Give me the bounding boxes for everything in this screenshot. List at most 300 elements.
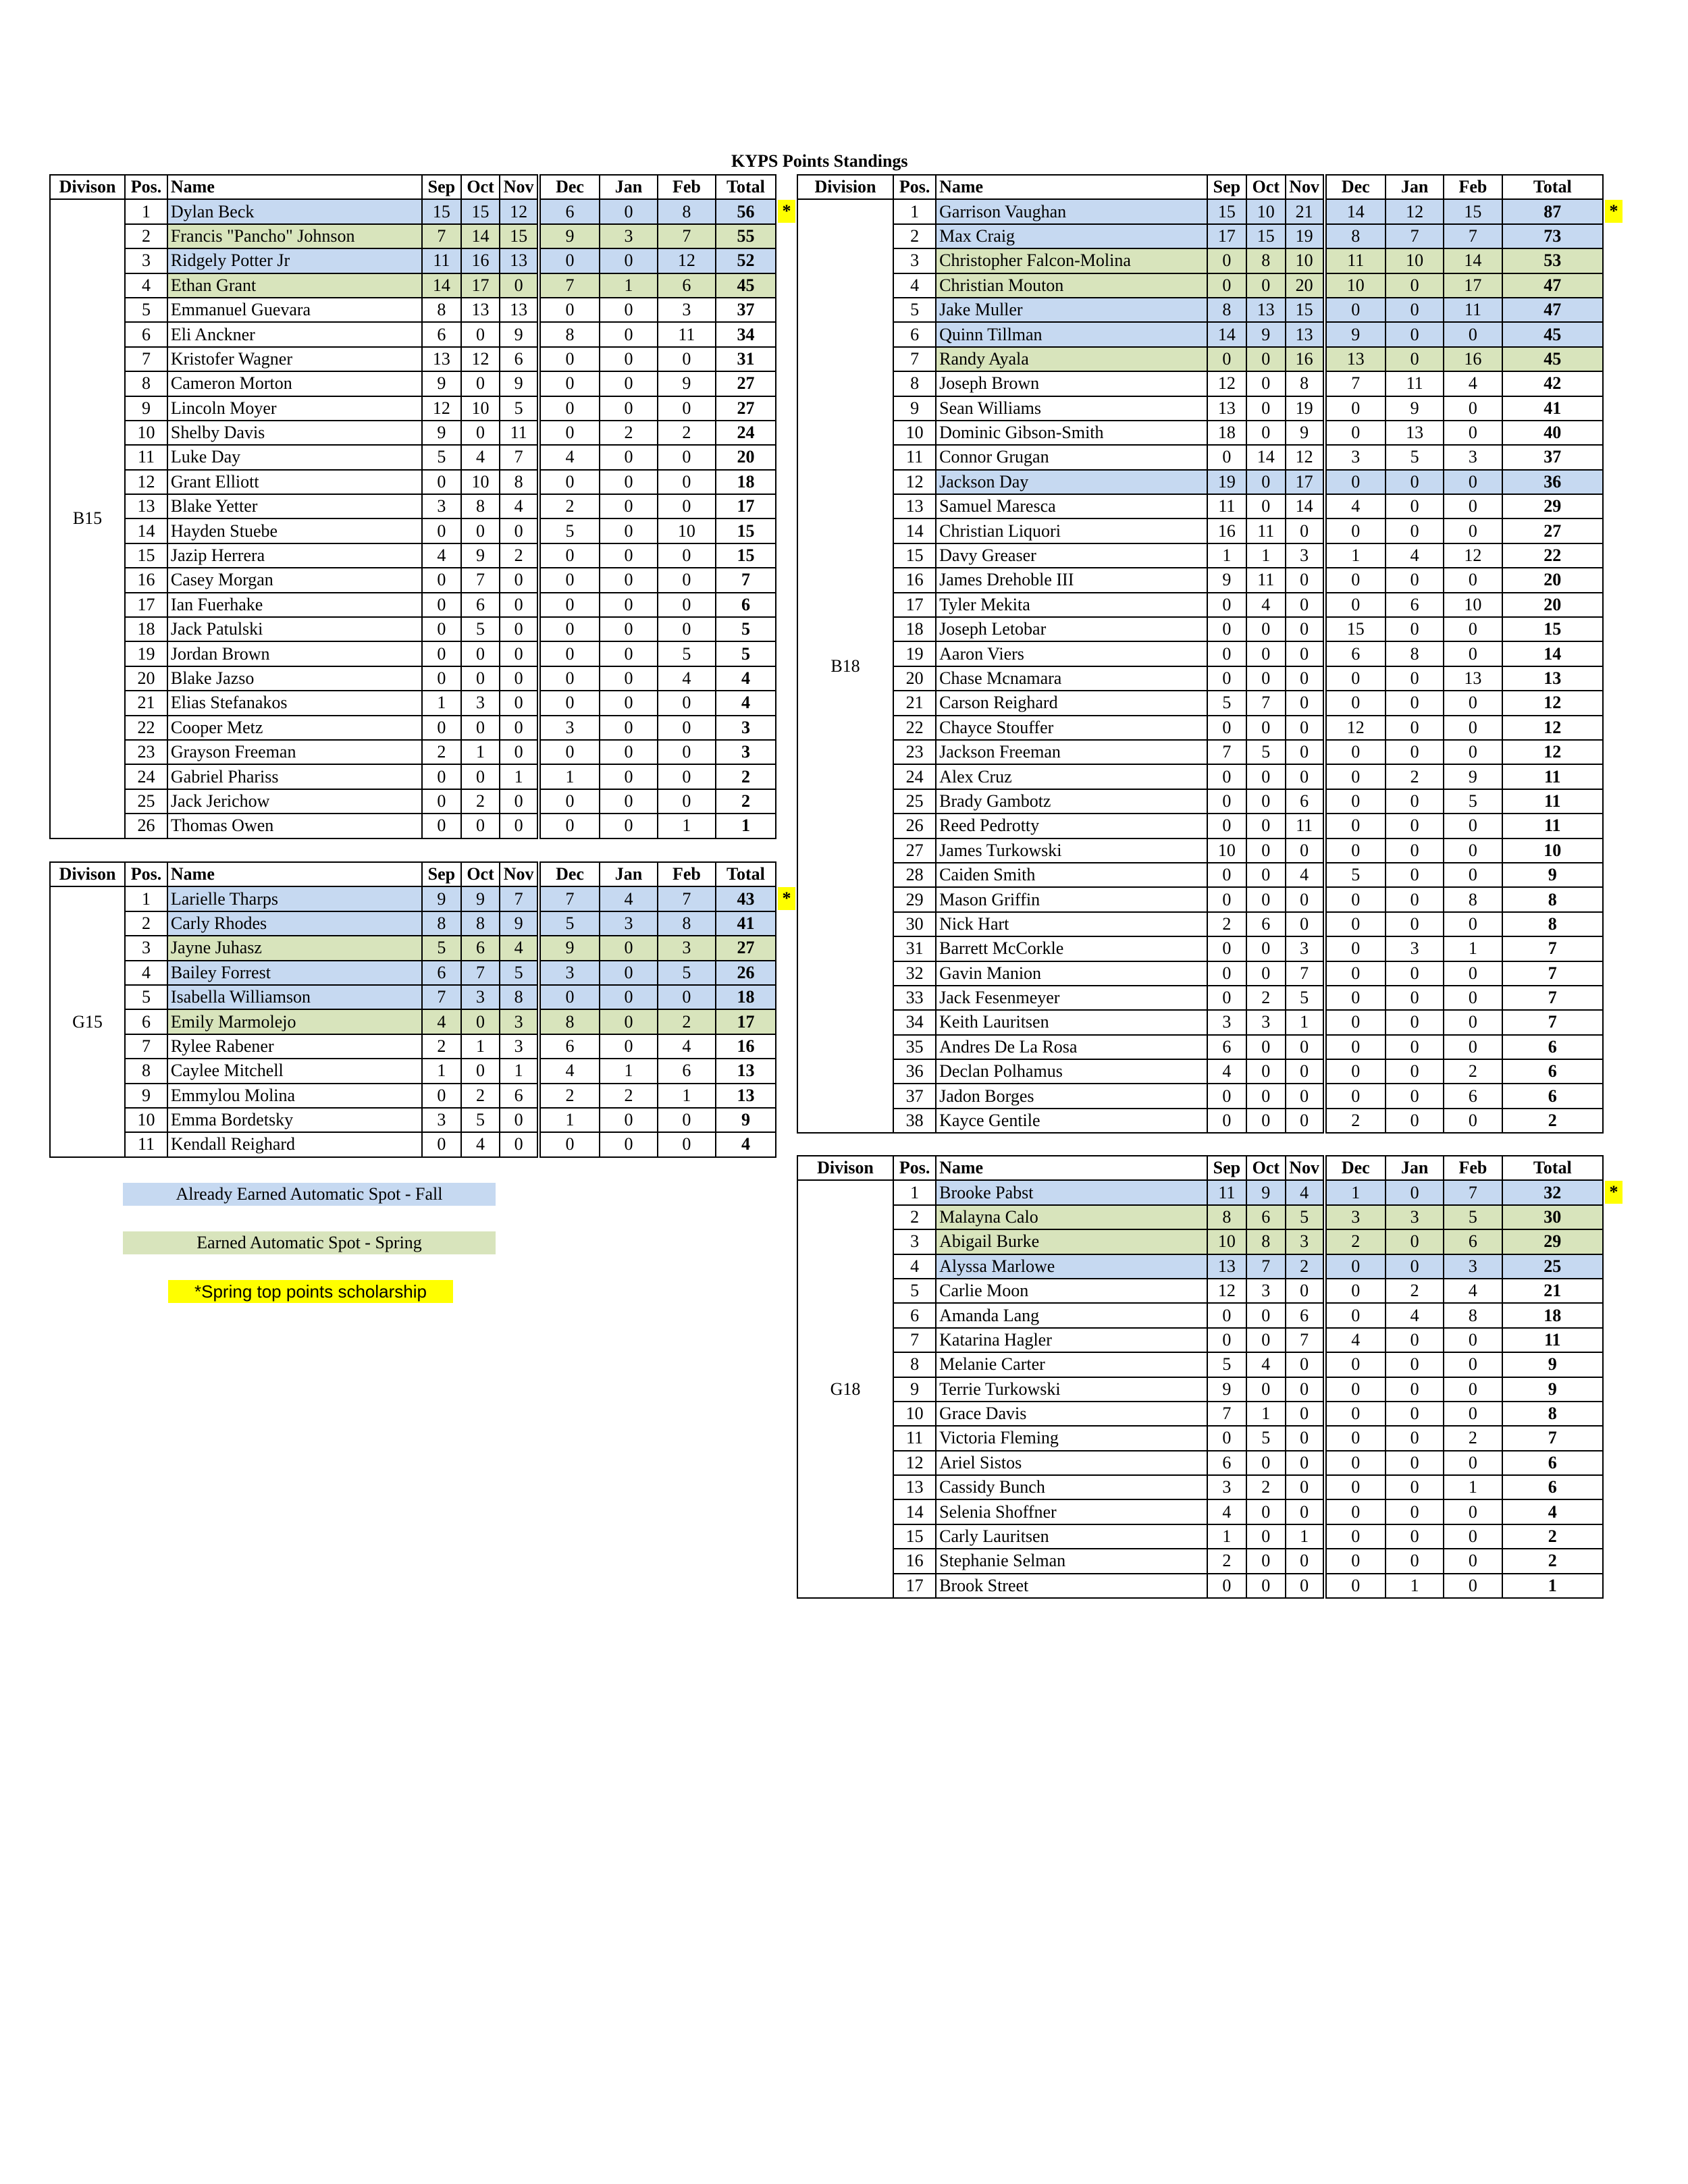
scholarship-star-b15: * [778, 200, 795, 223]
name-cell: Christian Mouton [936, 273, 1207, 298]
pos-cell: 24 [893, 764, 936, 789]
dec-cell: 2 [1325, 1229, 1386, 1254]
total-cell: 4 [716, 691, 776, 715]
feb-cell: 0 [1444, 986, 1502, 1010]
dec-cell: 0 [1325, 740, 1386, 764]
feb-cell: 0 [658, 347, 716, 371]
jan-cell: 0 [600, 740, 658, 764]
sep-cell: 12 [1207, 371, 1246, 396]
jan-cell: 0 [600, 371, 658, 396]
nov-cell: 0 [1286, 740, 1325, 764]
dec-cell: 0 [1325, 936, 1386, 961]
sep-cell: 8 [422, 911, 461, 936]
table-row [797, 1499, 1603, 1524]
sep-cell: 0 [1207, 445, 1246, 469]
name-cell: Kendall Reighard [167, 1132, 422, 1156]
dec-cell: 0 [1325, 1254, 1386, 1279]
oct-cell: 1 [461, 1034, 500, 1059]
nov-cell: 0 [1286, 716, 1325, 740]
pos-cell: 21 [893, 691, 936, 715]
table-row [797, 1574, 1603, 1598]
sep-cell: 0 [1207, 764, 1246, 789]
dec-cell: 3 [1325, 1205, 1386, 1229]
name-cell: Francis "Pancho" Johnson [167, 224, 422, 248]
feb-cell: 0 [1444, 518, 1502, 543]
jan-cell: 0 [1386, 470, 1444, 494]
feb-cell: 0 [1444, 1109, 1502, 1133]
nov-cell: 0 [1286, 568, 1325, 592]
feb-cell: 0 [1444, 396, 1502, 421]
nov-cell: 0 [1286, 1475, 1325, 1499]
name-cell: Katarina Hagler [936, 1328, 1207, 1352]
jan-cell: 0 [1386, 1035, 1444, 1059]
jan-cell: 0 [1386, 863, 1444, 887]
pos-cell: 9 [893, 396, 936, 421]
sep-cell: 9 [1207, 1377, 1246, 1402]
feb-cell: 3 [658, 936, 716, 960]
feb-cell: 0 [1444, 1010, 1502, 1034]
dec-cell: 0 [1325, 1574, 1386, 1598]
pos-cell: 7 [125, 347, 167, 371]
dec-cell: 0 [1325, 666, 1386, 691]
nov-cell: 0 [1286, 691, 1325, 715]
name-cell: Stephanie Selman [936, 1549, 1207, 1573]
jan-cell: 0 [1386, 518, 1444, 543]
total-cell: 2 [716, 764, 776, 789]
nov-cell: 0 [1286, 764, 1325, 789]
feb-cell: 0 [658, 716, 716, 740]
nov-cell: 7 [500, 445, 539, 469]
name-cell: Sean Williams [936, 396, 1207, 421]
name-cell: Kristofer Wagner [167, 347, 422, 371]
table-row [797, 273, 1603, 298]
jan-cell: 0 [1386, 691, 1444, 715]
oct-cell: 0 [461, 371, 500, 396]
pos-cell: 3 [893, 248, 936, 273]
oct-cell: 11 [1246, 518, 1286, 543]
nov-cell: 0 [1286, 1451, 1325, 1475]
dec-cell: 0 [1325, 912, 1386, 936]
pos-cell: 26 [125, 814, 167, 838]
total-cell: 5 [716, 641, 776, 666]
pos-cell: 4 [893, 273, 936, 298]
division-header: Divison [797, 1156, 893, 1180]
oct-cell: 4 [1246, 1352, 1286, 1377]
oct-cell: 8 [461, 494, 500, 518]
nov-cell: 0 [1286, 1279, 1325, 1303]
total-cell: 30 [1502, 1205, 1603, 1229]
dec-cell: 0 [1325, 421, 1386, 445]
name-cell: Terrie Turkowski [936, 1377, 1207, 1402]
sep-cell: 7 [422, 985, 461, 1009]
table-row [50, 789, 776, 814]
jan-cell: 0 [600, 1034, 658, 1059]
feb-cell: 10 [1444, 593, 1502, 617]
dec-cell: 0 [1325, 1549, 1386, 1573]
total-cell: 45 [1502, 322, 1603, 346]
dec-cell: 0 [539, 298, 600, 322]
oct-cell: 9 [461, 886, 500, 911]
jan-cell: 0 [1386, 666, 1444, 691]
jan-cell: 0 [1386, 1402, 1444, 1426]
total-cell: 20 [1502, 593, 1603, 617]
pos-cell: 6 [893, 322, 936, 346]
oct-cell: 4 [461, 445, 500, 469]
table-row [50, 814, 776, 838]
jan-cell: 1 [600, 1059, 658, 1083]
name-cell: Casey Morgan [167, 568, 422, 592]
feb-cell: 1 [658, 814, 716, 838]
name-cell: Carlie Moon [936, 1279, 1207, 1303]
jan-cell: 0 [1386, 1549, 1444, 1573]
nov-cell: 0 [500, 568, 539, 592]
name-cell: Melanie Carter [936, 1352, 1207, 1377]
nov-header: Nov [1286, 175, 1325, 199]
total-cell: 10 [1502, 838, 1603, 863]
pos-cell: 14 [893, 1499, 936, 1524]
sep-cell: 0 [1207, 1426, 1246, 1450]
sep-cell: 0 [1207, 814, 1246, 838]
scholarship-star-b18: * [1605, 200, 1623, 223]
nov-cell: 3 [500, 1009, 539, 1034]
name-cell: Amanda Lang [936, 1303, 1207, 1327]
table-row [50, 716, 776, 740]
oct-cell: 8 [461, 911, 500, 936]
division-cell: B15 [50, 199, 125, 838]
dec-cell: 7 [1325, 371, 1386, 396]
total-cell: 47 [1502, 273, 1603, 298]
pos-cell: 10 [893, 421, 936, 445]
dec-cell: 1 [539, 1108, 600, 1132]
sep-cell: 0 [422, 1084, 461, 1108]
oct-cell: 3 [461, 985, 500, 1009]
total-cell: 20 [1502, 568, 1603, 592]
dec-cell: 0 [1325, 1010, 1386, 1034]
jan-cell: 3 [600, 911, 658, 936]
dec-cell: 0 [539, 691, 600, 715]
name-cell: Elias Stefanakos [167, 691, 422, 715]
name-cell: Isabella Williamson [167, 985, 422, 1009]
table-row [50, 936, 776, 960]
oct-cell: 0 [1246, 666, 1286, 691]
oct-cell: 0 [1246, 1451, 1286, 1475]
name-cell: Bailey Forrest [167, 961, 422, 985]
table-row [797, 1059, 1603, 1084]
table-row [50, 961, 776, 985]
jan-cell: 10 [1386, 248, 1444, 273]
oct-cell: 0 [1246, 838, 1286, 863]
pos-cell: 5 [893, 298, 936, 322]
feb-cell: 0 [1444, 1549, 1502, 1573]
dec-cell: 3 [1325, 445, 1386, 469]
dec-cell: 0 [1325, 396, 1386, 421]
pos-cell: 33 [893, 986, 936, 1010]
table-row [50, 298, 776, 322]
dec-cell: 0 [1325, 961, 1386, 986]
pos-cell: 7 [893, 1328, 936, 1352]
table-row [797, 814, 1603, 838]
sep-cell: 0 [1207, 617, 1246, 641]
dec-cell: 0 [1325, 838, 1386, 863]
feb-cell: 15 [1444, 199, 1502, 223]
oct-cell: 0 [1246, 494, 1286, 518]
total-cell: 27 [716, 396, 776, 421]
name-cell: Samuel Maresca [936, 494, 1207, 518]
jan-cell: 5 [1386, 445, 1444, 469]
pos-cell: 17 [125, 593, 167, 617]
nov-cell: 7 [500, 886, 539, 911]
oct-cell: 7 [461, 568, 500, 592]
sep-cell: 13 [1207, 396, 1246, 421]
feb-cell: 0 [1444, 617, 1502, 641]
jan-cell: 8 [1386, 641, 1444, 666]
pos-cell: 17 [893, 1574, 936, 1598]
name-cell: Mason Griffin [936, 887, 1207, 911]
feb-cell: 0 [658, 985, 716, 1009]
dec-cell: 0 [539, 593, 600, 617]
jan-cell: 0 [600, 518, 658, 543]
jan-cell: 2 [600, 1084, 658, 1108]
jan-cell: 0 [600, 396, 658, 421]
nov-header: Nov [500, 175, 539, 199]
sep-cell: 10 [1207, 1229, 1246, 1254]
table-row [50, 322, 776, 346]
pos-cell: 9 [125, 396, 167, 421]
table-row [797, 1109, 1603, 1133]
pos-cell: 15 [893, 543, 936, 568]
nov-cell: 0 [500, 1108, 539, 1132]
pos-cell: 11 [125, 1132, 167, 1156]
total-cell: 21 [1502, 1279, 1603, 1303]
total-cell: 45 [716, 273, 776, 298]
sep-cell: 0 [1207, 273, 1246, 298]
dec-cell: 2 [539, 494, 600, 518]
nov-cell: 0 [1286, 1499, 1325, 1524]
oct-cell: 0 [1246, 1328, 1286, 1352]
nov-cell: 6 [500, 347, 539, 371]
dec-cell: 0 [1325, 1377, 1386, 1402]
feb-cell: 0 [658, 543, 716, 568]
oct-cell: 10 [461, 470, 500, 494]
pos-header: Pos. [893, 175, 936, 199]
feb-cell: 0 [1444, 494, 1502, 518]
feb-cell: 0 [1444, 863, 1502, 887]
name-cell: Ethan Grant [167, 273, 422, 298]
table-row [797, 961, 1603, 986]
oct-cell: 0 [1246, 396, 1286, 421]
dec-cell: 0 [539, 421, 600, 445]
oct-cell: 11 [1246, 568, 1286, 592]
table-row [797, 1229, 1603, 1254]
oct-cell: 5 [461, 617, 500, 641]
total-cell: 6 [1502, 1084, 1603, 1108]
division-header: Divison [50, 862, 125, 886]
table-row [50, 1132, 776, 1156]
oct-cell: 0 [1246, 1084, 1286, 1108]
pos-cell: 1 [893, 199, 936, 223]
division-header: Divison [50, 175, 125, 199]
sep-cell: 2 [422, 740, 461, 764]
dec-cell: 0 [1325, 1451, 1386, 1475]
oct-cell: 0 [461, 814, 500, 838]
sep-cell: 0 [422, 641, 461, 666]
dec-cell: 0 [1325, 1303, 1386, 1327]
nov-cell: 11 [500, 421, 539, 445]
dec-header: Dec [1325, 1156, 1386, 1180]
oct-cell: 0 [1246, 814, 1286, 838]
nov-cell: 0 [500, 617, 539, 641]
nov-cell: 3 [500, 1034, 539, 1059]
pos-cell: 11 [893, 445, 936, 469]
jan-cell: 0 [1386, 1451, 1444, 1475]
nov-cell: 0 [1286, 666, 1325, 691]
name-cell: Andres De La Rosa [936, 1035, 1207, 1059]
sep-cell: 9 [1207, 568, 1246, 592]
oct-cell: 0 [461, 716, 500, 740]
dec-cell: 0 [539, 666, 600, 691]
name-cell: Jack Fesenmeyer [936, 986, 1207, 1010]
name-cell: Carly Lauritsen [936, 1524, 1207, 1549]
sep-cell: 3 [1207, 1010, 1246, 1034]
pos-cell: 3 [125, 936, 167, 960]
total-cell: 7 [1502, 986, 1603, 1010]
jan-cell: 0 [600, 961, 658, 985]
feb-cell: 4 [1444, 371, 1502, 396]
nov-cell: 13 [500, 298, 539, 322]
sep-cell: 1 [422, 1059, 461, 1083]
sep-header: Sep [422, 175, 461, 199]
name-cell: Christopher Falcon-Molina [936, 248, 1207, 273]
oct-cell: 0 [1246, 1549, 1286, 1573]
feb-cell: 0 [1444, 716, 1502, 740]
nov-cell: 0 [500, 1132, 539, 1156]
feb-cell: 0 [658, 445, 716, 469]
feb-header: Feb [1444, 175, 1502, 199]
total-cell: 73 [1502, 224, 1603, 248]
feb-cell: 0 [658, 1108, 716, 1132]
pos-cell: 12 [125, 470, 167, 494]
total-cell: 55 [716, 224, 776, 248]
sep-cell: 2 [1207, 1549, 1246, 1573]
dec-cell: 0 [539, 396, 600, 421]
dec-cell: 3 [539, 716, 600, 740]
sep-cell: 0 [422, 1132, 461, 1156]
table-row [50, 1059, 776, 1083]
sep-cell: 13 [422, 347, 461, 371]
nov-cell: 0 [1286, 1059, 1325, 1084]
nov-cell: 0 [1286, 1352, 1325, 1377]
sep-cell: 0 [1207, 593, 1246, 617]
name-cell: Thomas Owen [167, 814, 422, 838]
sep-cell: 0 [1207, 986, 1246, 1010]
jan-cell: 1 [600, 273, 658, 298]
nov-cell: 0 [1286, 1574, 1325, 1598]
sep-cell: 7 [422, 224, 461, 248]
nov-cell: 11 [1286, 814, 1325, 838]
table-row [50, 421, 776, 445]
total-cell: 29 [1502, 494, 1603, 518]
table-row [797, 518, 1603, 543]
scholarship-star-g18: * [1605, 1181, 1623, 1204]
oct-cell: 9 [461, 543, 500, 568]
dec-cell: 5 [1325, 863, 1386, 887]
oct-cell: 0 [1246, 1035, 1286, 1059]
jan-cell: 0 [600, 691, 658, 715]
jan-cell: 0 [600, 494, 658, 518]
jan-cell: 3 [600, 224, 658, 248]
jan-cell: 0 [1386, 1377, 1444, 1402]
pos-cell: 7 [125, 1034, 167, 1059]
nov-cell: 0 [500, 740, 539, 764]
jan-cell: 0 [600, 568, 658, 592]
name-cell: Eli Anckner [167, 322, 422, 346]
pos-cell: 15 [893, 1524, 936, 1549]
feb-cell: 12 [1444, 543, 1502, 568]
table-row [797, 248, 1603, 273]
nov-cell: 0 [1286, 1549, 1325, 1573]
sep-cell: 9 [422, 886, 461, 911]
total-cell: 53 [1502, 248, 1603, 273]
jan-header: Jan [1386, 1156, 1444, 1180]
jan-cell: 0 [600, 470, 658, 494]
feb-cell: 8 [658, 199, 716, 223]
feb-cell: 8 [1444, 887, 1502, 911]
dec-cell: 3 [539, 961, 600, 985]
pos-cell: 13 [893, 1475, 936, 1499]
pos-cell: 24 [125, 764, 167, 789]
total-cell: 40 [1502, 421, 1603, 445]
pos-cell: 22 [893, 716, 936, 740]
oct-cell: 15 [1246, 224, 1286, 248]
name-cell: James Drehoble III [936, 568, 1207, 592]
jan-cell: 0 [1386, 1109, 1444, 1133]
jan-cell: 0 [600, 347, 658, 371]
jan-cell: 0 [1386, 1229, 1444, 1254]
table-row [797, 1524, 1603, 1549]
nov-cell: 14 [1286, 494, 1325, 518]
pos-cell: 25 [893, 789, 936, 814]
jan-cell: 0 [600, 1009, 658, 1034]
table-row [797, 593, 1603, 617]
division-cell: G18 [797, 1180, 893, 1598]
nov-cell: 5 [500, 396, 539, 421]
sep-cell: 15 [422, 199, 461, 223]
name-cell: Cassidy Bunch [936, 1475, 1207, 1499]
sep-cell: 11 [1207, 1180, 1246, 1204]
name-cell: Max Craig [936, 224, 1207, 248]
jan-cell: 0 [600, 248, 658, 273]
total-cell: 15 [716, 543, 776, 568]
table-row [797, 764, 1603, 789]
dec-cell: 0 [1325, 1035, 1386, 1059]
pos-cell: 2 [125, 224, 167, 248]
sep-cell: 1 [1207, 1524, 1246, 1549]
oct-cell: 0 [1246, 470, 1286, 494]
table-row [797, 1035, 1603, 1059]
table-row [50, 886, 776, 911]
dec-cell: 0 [539, 617, 600, 641]
dec-cell: 2 [539, 1084, 600, 1108]
table-row [50, 617, 776, 641]
total-cell: 45 [1502, 347, 1603, 371]
pos-cell: 7 [893, 347, 936, 371]
pos-cell: 2 [125, 911, 167, 936]
table-row [50, 691, 776, 715]
oct-cell: 6 [1246, 1205, 1286, 1229]
nov-cell: 0 [500, 814, 539, 838]
total-cell: 15 [1502, 617, 1603, 641]
nov-cell: 4 [500, 494, 539, 518]
